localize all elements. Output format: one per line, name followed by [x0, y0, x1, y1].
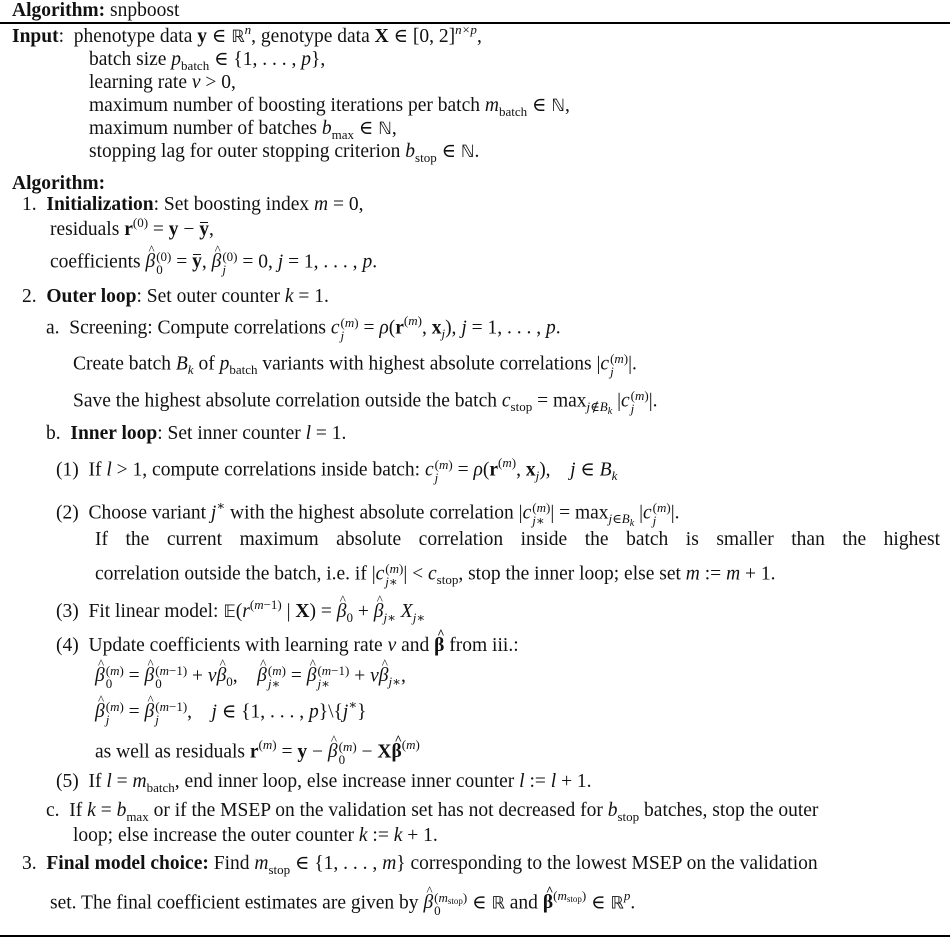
step-3-line-2: set. The final coefficient estimates are given by ^ β $(m_{stop})$ 0 ∈ ℝ and ^ $\beta^{(m_{stop})}$ ∈ ℝ$^p$. [50, 891, 635, 917]
step-2c-line-1: c. If $k = b_{max}$ or if the MSEP on the validation set has not decreased for $b_{stop}$ batches, stop the outer [46, 800, 819, 824]
inner-item-2-cont-2: correlation outside the batch, i.e. if |c (m) j∗ | < $c_{stop}$, stop the inner loop; else set m := m + 1. [95, 561, 776, 589]
input-line-4: maximum number of boosting iterations per batch $m_{batch}$ ∈ ℕ, [89, 95, 570, 119]
algorithm-name: snpboost [110, 0, 180, 21]
step-2a-line-3: Save the highest absolute correlation outside the batch $c_{stop} = \max_{j\notin B_k} |c$ (m) j |. [73, 388, 658, 418]
step-1-line-2: residuals $r^{(0)} = y - y$, [50, 215, 214, 240]
inner-item-3: (3) Fit linear model: $𝔼(r^{(m-1)}$ | X) = ^ $\beta_0$ + ^ $\beta_{j∗}$ $X_{j∗}$ [56, 602, 425, 622]
inner-item-2: (2) Choose variant j∗ with the highest absolute correlation |c (m) j∗ | = $\max_{j\in B_k} |c$ (m) j |. [56, 498, 680, 530]
step-2a-line-2: Create batch $B_k$ of $p_{batch}$ variants with highest absolute correlations |c (m) j |. [73, 351, 637, 379]
input-line-1: Input: phenotype data y ∈ ℝ$^n$, genotype data X ∈ [0, 2]$^{n\times p}$, [12, 22, 482, 47]
step-3-title: Final model choice: [46, 853, 209, 874]
algorithm-header [12, 1, 179, 21]
inner-item-4: (4) Update coefficients with learning rate ν and ^ β from iii.: [56, 636, 519, 656]
input-line-3: learning rate ν > 0, [89, 72, 236, 93]
step-3-line-1: 3. Final model choice: Find $m_{stop}$ ∈ {1, . . . , m} corresponding to the lowest MSEP on the validation [22, 853, 818, 877]
step-2b-title: Inner loop [70, 423, 158, 444]
step-1-line-3: coefficients ^ β (0) 0 = y, ^ β (0) j = 0, j = 1, . . . , p. [50, 250, 377, 276]
inner-item-4-eq-2: ^ β (m) j = ^ β (m−1) j , j ∈ {1, . . . , p}\{j∗} [95, 700, 367, 726]
step-1-title: Initialization [46, 194, 154, 215]
input-line-6: stopping lag for outer stopping criterion $b_{stop}$ ∈ ℕ. [89, 141, 480, 165]
step-1-line-1: 1. Initialization: Set boosting index m = 0, [22, 194, 364, 215]
step-2b-line-1: b. Inner loop: Set inner counter l = 1. [46, 423, 347, 444]
inner-item-5: (5) If $l = m_{batch}$, end inner loop, else increase inner counter l := l + 1. [56, 771, 592, 795]
step-2-title: Outer loop [46, 286, 137, 307]
inner-item-4-eq-1: ^ β (m) 0 = ^ β (m−1) 0 + ν^ $\beta_0$, ^ β (m) j∗ = ^ β (m−1) j∗ + ν^ $\beta_{j∗}$, [95, 664, 406, 690]
input-line-5: maximum number of batches $b_{max}$ ∈ ℕ, [89, 118, 397, 142]
step-2-line-1: 2. Outer loop: Set outer counter k = 1. [22, 286, 329, 307]
inner-item-4-residuals: as well as residuals $r^{(m)} = y$ − ^ β (m) 0 − X^ $\beta^{(m)}$ [95, 740, 420, 766]
inner-item-1: (1) If l > 1, compute correlations inside batch: c (m) j = $\rho(r^{(m)}$, $x_j$), j ∈ $B_k$ [56, 455, 618, 485]
algorithm-section-label: Algorithm: [12, 173, 106, 194]
bottom-rule [0, 935, 950, 937]
input-label: Input [12, 26, 59, 47]
input-line-2: batch size $p_{batch}$ ∈ {1, . . . , p}, [89, 49, 326, 73]
step-2a-line-1: a. Screening: Compute correlations c (m) j = $\rho(r^{(m)}$, $x_j$), j = 1, . . . , p. [46, 313, 561, 343]
inner-item-2-cont-1: If the current maximum absolute correlation inside the batch is smaller than the highest [95, 529, 940, 550]
step-2c-line-2: loop; else increase the outer counter k := k + 1. [73, 825, 438, 846]
algorithm-header-label: Algorithm: [12, 0, 106, 21]
